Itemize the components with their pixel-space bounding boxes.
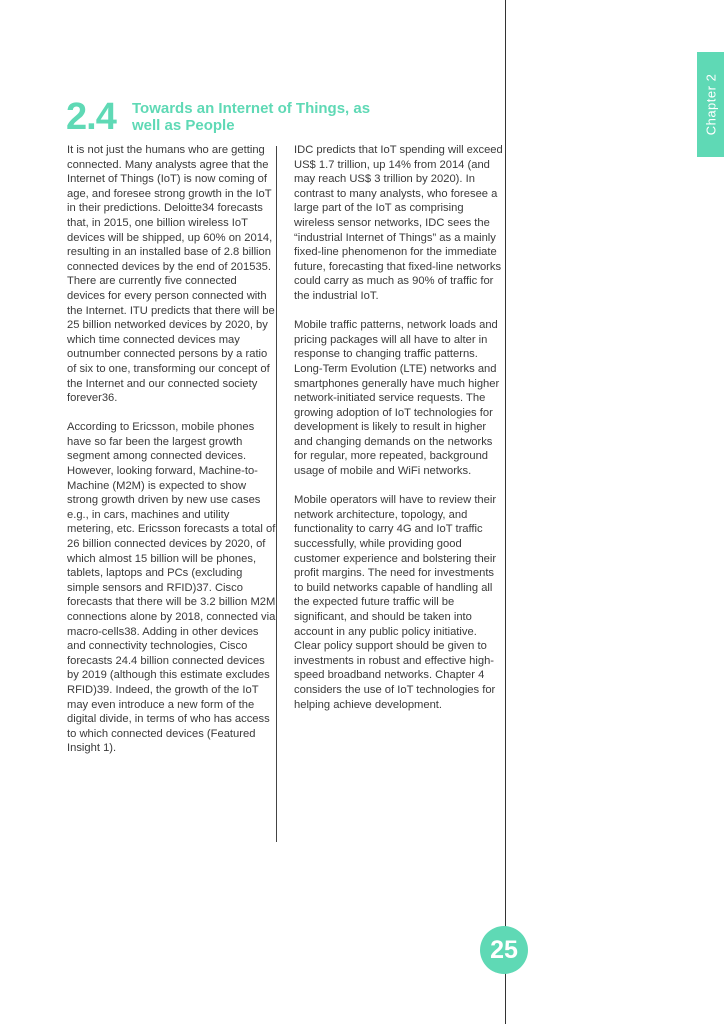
paragraph: It is not just the humans who are getting connected. Many analysts agree that the Internet of Things (IoT) is now coming of age, and foresee strong growth in the IoT in their predictions. Deloitte34 forecasts that, in 2015, one billion wireless IoT devices will be shipped, up 60% on 2014, resulting in an installed base of 2.8 billion connected devices by the end of 201535. There are currently five connected devices for every person connected with the Internet. ITU predicts that there will be 25 billion networked devices by 2020, by which time connected devices may outnumber connected persons by a ratio of six to one, transforming our concept of the Internet and our connected society forever36. — [67, 144, 275, 405]
page-number: 25 — [490, 935, 518, 964]
column-divider — [276, 146, 277, 842]
paragraph: Mobile traffic patterns, network loads and pricing packages will all have to alter in response to changing traffic patterns. Long-Term Evolution (LTE) networks and smartphones generally have much higher network-initiated service requests. The growing adoption of IoT technologies for development is likely to result in higher and changing demands on the networks for regular, more repeated, background usage of mobile and WiFi networks. — [294, 319, 500, 478]
section-title: Towards an Internet of Things, as well as People — [132, 100, 371, 134]
section-number: 2.4 — [66, 96, 116, 138]
paragraph: According to Ericsson, mobile phones have so far been the largest growth segment among connected devices. However, looking forward, Machine-to-Machine (M2M) is expected to show strong growth driven by new use cases e.g., in cars, machines and utility metering, etc. Ericsson forecasts a total of 26 billion connected devices by 2020, of which almost 15 billion will be phones, tablets, laptops and PCs (excluding simple sensors and RFID)37. Cisco forecasts that there will be 3.2 billion M2M connections alone by 2018, connected via macro-cells38. Adding in other devices and connectivity technologies, Cisco forecasts 24.4 billion connected devices by 2019 (although this estimate excludes RFID)39. Indeed, the growth of the IoT may even introduce a new form of the digital divide, in terms of who has access to which connected devices (Featured Insight 1). — [67, 421, 276, 755]
chapter-tab-label: Chapter 2 — [703, 73, 718, 136]
paragraph: IDC predicts that IoT spending will exceed US$ 1.7 trillion, up 14% from 2014 (and may reach US$ 3 trillion by 2020). In contrast to many analysts, who foresee a large part of the IoT as comprising wireless sensor networks, IDC sees the “industrial Internet of Things” as a mainly fixed-line phenomenon for the immediate future, forecasting that fixed-line networks could carry as much as 90% of traffic for the industrial IoT. — [294, 144, 503, 302]
paragraph: Mobile operators will have to review their network architecture, topology, and functionality to carry 4G and IoT traffic successfully, while providing good customer experience and bolstering their profit margins. The need for investments to build networks capable of handling all the expected future traffic will be significant, and should be taken into account in any public policy initiative. Clear policy support should be given to investments in robust and effective high-speed broadband networks. Chapter 4 considers the use of IoT technologies for helping achieve development. — [294, 494, 497, 711]
left-column — [67, 143, 277, 771]
page-number-badge — [480, 926, 528, 974]
chapter-tab[interactable] — [697, 52, 724, 157]
right-column — [294, 143, 506, 727]
